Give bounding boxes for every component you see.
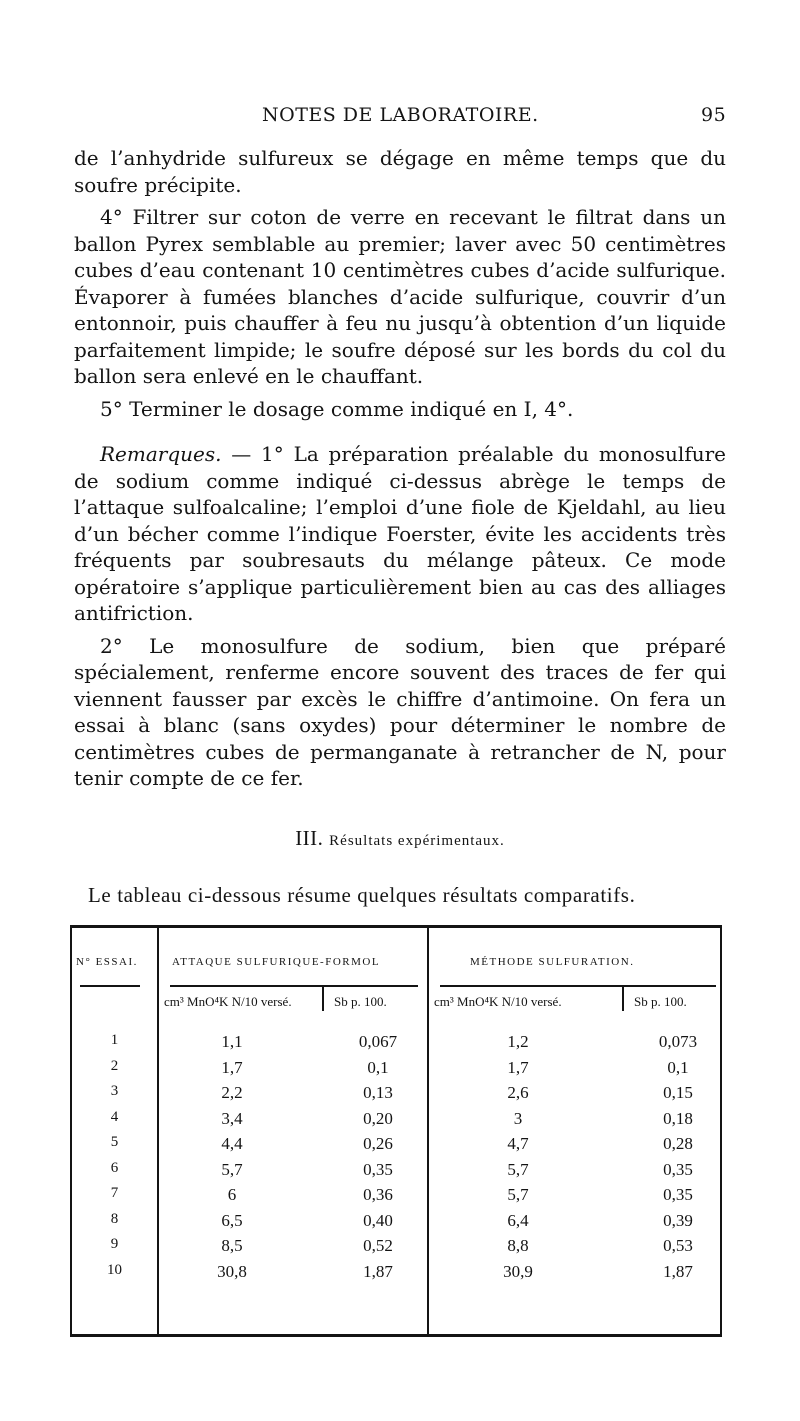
table-row <box>72 1211 724 1237</box>
section-number: III. <box>295 826 324 850</box>
cell-sb-2: 0,28 <box>663 1134 693 1153</box>
paragraph-step-5: 5° Terminer le dosage comme indiqué en I, 4°. <box>100 396 574 421</box>
cell-volume-1: 30,8 <box>217 1261 247 1281</box>
cell-sb-1: 0,20 <box>363 1108 393 1128</box>
cell-sb-2: 0,18 <box>663 1108 693 1128</box>
table-row <box>72 1236 724 1262</box>
header-essai: N° ESSAI. <box>76 956 138 968</box>
cell-volume-2: 3 <box>513 1108 523 1128</box>
cell-essai: 6 <box>110 1159 119 1176</box>
running-title: NOTES DE LABORATOIRE. <box>262 104 539 126</box>
cell-volume-1: 1,1 <box>221 1032 243 1051</box>
cell-volume-1: 4,4 <box>221 1134 243 1153</box>
cell-sb-2: 0,073 <box>658 1032 698 1051</box>
subheader-sb-2: Sb p. 100. <box>634 994 687 1009</box>
table-row <box>72 1185 724 1211</box>
cell-sb-2: 0,35 <box>663 1185 693 1204</box>
cell-volume-1: 1,7 <box>221 1057 243 1077</box>
paragraph-remarques <box>74 441 726 627</box>
cell-sb-1: 0,13 <box>363 1083 393 1102</box>
running-head <box>0 104 800 128</box>
table-row <box>72 1109 724 1135</box>
table-row <box>72 1032 724 1058</box>
cell-essai: 4 <box>110 1108 119 1125</box>
cell-volume-2: 8,8 <box>507 1236 529 1255</box>
column-divider <box>322 985 324 1011</box>
cell-sb-2: 1,87 <box>663 1261 693 1281</box>
body-text <box>74 145 726 792</box>
cell-sb-1: 0,067 <box>358 1032 398 1051</box>
cell-essai: 10 <box>107 1261 122 1278</box>
cell-essai: 2 <box>110 1057 119 1074</box>
cell-sb-1: 0,36 <box>363 1185 393 1204</box>
table-row <box>72 1083 724 1109</box>
cell-volume-2: 5,7 <box>507 1159 529 1179</box>
cell-volume-2: 2,6 <box>507 1083 529 1102</box>
cell-volume-2: 1,2 <box>507 1032 529 1051</box>
table-row <box>72 1160 724 1186</box>
cell-volume-2: 4,7 <box>507 1134 529 1153</box>
subheader-sb-1: Sb p. 100. <box>334 994 387 1009</box>
cell-volume-1: 6,5 <box>221 1210 243 1230</box>
cell-essai: 9 <box>110 1236 119 1252</box>
cell-sb-1: 0,1 <box>367 1057 389 1077</box>
cell-volume-2: 6,4 <box>507 1210 529 1230</box>
table-row <box>72 1058 724 1084</box>
cell-volume-2: 5,7 <box>507 1185 529 1204</box>
paragraph-remark-2: 2° Le monosulfure de sodium, bien que préparé spécialement, renferme encore souvent des traces de fer qui viennent fausser par excès le chiffre d’antimoine. On fera un essai à blanc (sans oxydes) pour déterminer le nombre de centimètres cubes de permanganate à retrancher de N, pour tenir compte de ce fer. <box>74 633 726 790</box>
cell-volume-1: 5,7 <box>221 1159 243 1179</box>
cell-essai: 3 <box>110 1083 119 1099</box>
remarques-text: — 1° La préparation préalable du monosulfure de sodium comme indiqué ci-dessus abrège le temps de l’attaque sulfoalcaline; l’emploi d’une fiole de Kjeldahl, au lieu d’un bécher comme l’indique Foerster, évite les accidents très fréquents par soubresauts du mélange pâteux. Ce mode opératoire s’applique particulièrement bien au cas des alliages antifriction. <box>74 442 726 625</box>
cell-volume-1: 6 <box>227 1185 237 1204</box>
header-attaque: ATTAQUE SULFURIQUE-FORMOL <box>172 956 381 968</box>
cell-essai: 1 <box>110 1032 119 1048</box>
cell-sb-2: 0,53 <box>663 1236 693 1255</box>
cell-volume-1: 2,2 <box>221 1083 243 1102</box>
page-number: 95 <box>701 104 727 126</box>
section-title: Résultats expérimentaux. <box>329 833 505 849</box>
cell-volume-1: 3,4 <box>221 1108 243 1128</box>
header-rule <box>440 985 716 987</box>
header-rule <box>170 985 418 987</box>
paragraph-step-4: 4° Filtrer sur coton de verre en recevant le filtrat dans un ballon Pyrex semblable au premier; laver avec 50 centimètres cubes d’eau contenant 10 centimètres cubes d’acide sulfurique. Évaporer à fumées blanches d’acide sulfurique, couvrir d’un entonnoir, puis chauffer à feu nu jusqu’à obtention d’un liquide parfaitement limpide; le soufre déposé sur les bords du col du ballon sera enlevé en le chauffant. <box>74 205 726 388</box>
cell-sb-2: 0,35 <box>663 1159 693 1179</box>
cell-sb-2: 0,15 <box>663 1083 693 1102</box>
cell-essai: 5 <box>110 1134 119 1150</box>
table-body <box>72 1032 724 1287</box>
subheader-volume-1: cm³ MnO⁴K N/10 versé. <box>164 994 292 1009</box>
remarques-label: Remarques. <box>100 442 222 466</box>
paragraph-continued: de l’anhydride sulfureux se dégage en même temps que du soufre précipite. <box>74 146 726 197</box>
table-row <box>72 1262 724 1288</box>
cell-sb-2: 0,39 <box>663 1210 693 1230</box>
section-heading <box>0 826 800 851</box>
cell-sb-1: 0,26 <box>363 1134 393 1153</box>
table-intro: Le tableau ci-dessous résume quelques résultats comparatifs. <box>88 883 636 907</box>
table-row <box>72 1134 724 1160</box>
cell-volume-2: 30,9 <box>503 1261 533 1281</box>
cell-volume-2: 1,7 <box>507 1057 529 1077</box>
header-rule <box>80 985 140 987</box>
cell-essai: 7 <box>110 1185 119 1201</box>
column-divider <box>622 985 624 1011</box>
subheader-volume-2: cm³ MnO⁴K N/10 versé. <box>434 994 562 1009</box>
results-table <box>70 925 722 1337</box>
cell-sb-1: 0,52 <box>363 1236 393 1255</box>
header-methode: MÉTHODE SULFURATION. <box>470 956 635 968</box>
cell-sb-1: 0,35 <box>363 1159 393 1179</box>
cell-sb-1: 1,87 <box>363 1261 393 1281</box>
cell-sb-2: 0,1 <box>667 1057 689 1077</box>
cell-volume-1: 8,5 <box>221 1236 243 1255</box>
cell-sb-1: 0,40 <box>363 1210 393 1230</box>
cell-essai: 8 <box>110 1210 119 1227</box>
